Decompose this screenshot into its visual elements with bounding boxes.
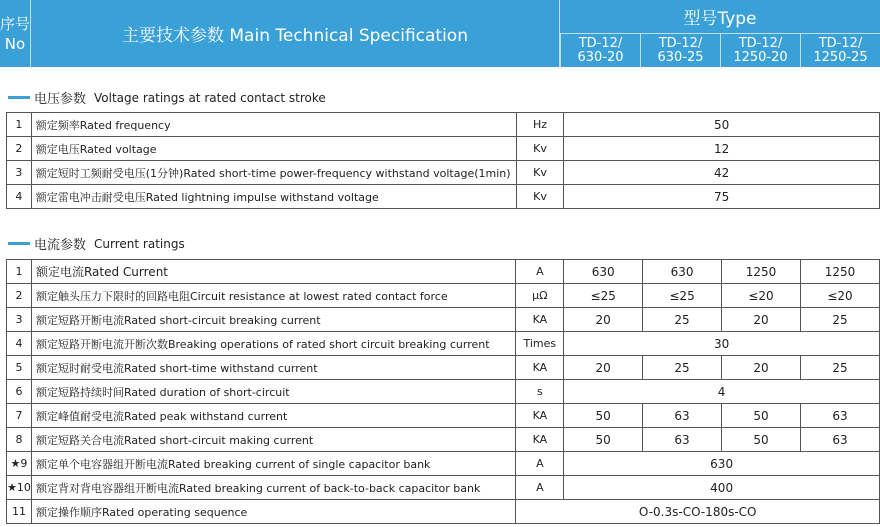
row-no: 11 bbox=[7, 500, 32, 524]
row-param: 额定短路关合电流Rated short-circuit making current bbox=[31, 428, 515, 452]
header-model-1 bbox=[560, 34, 640, 67]
row-value: 4 bbox=[564, 380, 880, 404]
table-row bbox=[7, 380, 880, 404]
table-row bbox=[7, 452, 880, 476]
row-unit: Times bbox=[516, 332, 564, 356]
row-param: 额定短时工频耐受电压(1分钟)Rated short-time power-frequency withstand voltage(1min) bbox=[31, 161, 516, 185]
row-value: 630 bbox=[564, 260, 643, 284]
row-no: 3 bbox=[7, 308, 32, 332]
table-row bbox=[7, 356, 880, 380]
row-unit: Kv bbox=[516, 185, 564, 209]
table-row bbox=[7, 113, 880, 137]
header-no-cell bbox=[0, 0, 31, 67]
row-param: 额定短路持续时间Rated duration of short-circuit bbox=[31, 380, 515, 404]
row-value: 30 bbox=[564, 332, 880, 356]
row-no: 8 bbox=[7, 428, 32, 452]
row-param: 额定背对背电容器组开断电流Rated breaking current of back-to-back capacitor bank bbox=[31, 476, 515, 500]
row-no: 3 bbox=[7, 161, 32, 185]
current-title-en: Current ratings bbox=[94, 236, 185, 251]
row-value: ≤25 bbox=[643, 284, 722, 308]
row-value: 75 bbox=[564, 185, 880, 209]
model-3-line2: 1250-20 bbox=[733, 49, 788, 65]
table-row bbox=[7, 404, 880, 428]
row-unit: μΩ bbox=[516, 284, 564, 308]
row-value: 25 bbox=[800, 356, 879, 380]
table-row bbox=[7, 137, 880, 161]
voltage-section-title bbox=[8, 88, 326, 107]
row-param: 额定单个电容器组开断电流Rated breaking current of single capacitor bank bbox=[31, 452, 515, 476]
row-value: 20 bbox=[721, 356, 800, 380]
model-1-line2: 630-20 bbox=[577, 49, 624, 65]
header-no-en: No bbox=[4, 34, 26, 53]
header-no-cn: 序号 bbox=[0, 14, 31, 33]
row-param: 额定短路开断电流开断次数Breaking operations of rated short circuit breaking current bbox=[31, 332, 515, 356]
row-no: 1 bbox=[7, 260, 32, 284]
row-value: 20 bbox=[564, 356, 643, 380]
model-2-line2: 630-25 bbox=[657, 49, 704, 65]
table-row bbox=[7, 260, 880, 284]
row-value: 42 bbox=[564, 161, 880, 185]
row-no: 4 bbox=[7, 332, 32, 356]
table-row bbox=[7, 428, 880, 452]
section-accent-bar bbox=[8, 242, 30, 245]
current-table bbox=[6, 259, 880, 524]
row-unit: KA bbox=[516, 404, 564, 428]
row-value: 63 bbox=[800, 428, 879, 452]
row-unit: A bbox=[516, 452, 564, 476]
row-no: 4 bbox=[7, 185, 32, 209]
row-no: 6 bbox=[7, 380, 32, 404]
row-no: 5 bbox=[7, 356, 32, 380]
row-unit: Kv bbox=[516, 161, 564, 185]
row-value: 400 bbox=[564, 476, 880, 500]
table-row bbox=[7, 161, 880, 185]
row-value: 20 bbox=[564, 308, 643, 332]
spec-table-header bbox=[0, 0, 880, 67]
row-value: ≤20 bbox=[721, 284, 800, 308]
row-param: 额定峰值耐受电流Rated peak withstand current bbox=[31, 404, 515, 428]
table-row bbox=[7, 500, 880, 524]
row-value: 50 bbox=[564, 428, 643, 452]
row-value: 12 bbox=[564, 137, 880, 161]
row-no: 7 bbox=[7, 404, 32, 428]
voltage-title-cn: 电压参数 bbox=[34, 92, 87, 107]
row-param: 额定触头压力下限时的回路电阻Circuit resistance at lowest rated contact force bbox=[31, 284, 515, 308]
row-param: 额定短路开断电流Rated short-circuit breaking current bbox=[31, 308, 515, 332]
model-4-line2: 1250-25 bbox=[813, 49, 868, 65]
table-row bbox=[7, 185, 880, 209]
model-2-line1: TD-12/ bbox=[658, 35, 703, 51]
table-row bbox=[7, 332, 880, 356]
row-value: 63 bbox=[800, 404, 879, 428]
row-param: 额定频率Rated frequency bbox=[31, 113, 516, 137]
model-4-line1: TD-12/ bbox=[818, 35, 863, 51]
row-value: 63 bbox=[643, 404, 722, 428]
model-3-line1: TD-12/ bbox=[738, 35, 783, 51]
voltage-table bbox=[6, 112, 880, 209]
row-value: 20 bbox=[721, 308, 800, 332]
row-unit: s bbox=[516, 380, 564, 404]
row-no: 2 bbox=[7, 284, 32, 308]
row-param: 额定电压Rated voltage bbox=[31, 137, 516, 161]
current-title-cn: 电流参数 bbox=[34, 238, 87, 253]
row-value: 25 bbox=[800, 308, 879, 332]
row-param: 额定短时耐受电流Rated short-time withstand current bbox=[31, 356, 515, 380]
row-unit: KA bbox=[516, 356, 564, 380]
section-accent-bar bbox=[8, 96, 30, 99]
row-value: 1250 bbox=[800, 260, 879, 284]
model-1-line1: TD-12/ bbox=[578, 35, 623, 51]
row-value: 63 bbox=[643, 428, 722, 452]
header-type-title: 型号Type bbox=[560, 0, 880, 34]
header-spec-title: 主要技术参数 Main Technical Specification bbox=[31, 0, 560, 67]
row-unit: A bbox=[516, 260, 564, 284]
row-no: ★9 bbox=[7, 452, 32, 476]
row-value: 50 bbox=[564, 404, 643, 428]
row-value: ≤25 bbox=[564, 284, 643, 308]
row-value: ≤20 bbox=[800, 284, 879, 308]
row-param: 额定电流Rated Current bbox=[31, 260, 515, 284]
row-param: 额定雷电冲击耐受电压Rated lightning impulse withstand voltage bbox=[31, 185, 516, 209]
row-unit: KA bbox=[516, 428, 564, 452]
row-value: 1250 bbox=[721, 260, 800, 284]
row-no: ★10 bbox=[7, 476, 32, 500]
row-param: 额定操作顺序Rated operating sequence bbox=[31, 500, 515, 524]
row-value: 50 bbox=[564, 113, 880, 137]
row-value: 630 bbox=[643, 260, 722, 284]
row-unit: Hz bbox=[516, 113, 564, 137]
row-value: 50 bbox=[721, 428, 800, 452]
voltage-title-en: Voltage ratings at rated contact stroke bbox=[94, 90, 326, 105]
row-unit: A bbox=[516, 476, 564, 500]
table-row bbox=[7, 476, 880, 500]
current-section-title bbox=[8, 234, 185, 253]
row-unit: KA bbox=[516, 308, 564, 332]
header-model-2 bbox=[640, 34, 720, 67]
row-value: 630 bbox=[564, 452, 880, 476]
row-value: 25 bbox=[643, 308, 722, 332]
header-model-4 bbox=[800, 34, 880, 67]
row-no: 2 bbox=[7, 137, 32, 161]
row-value: 25 bbox=[643, 356, 722, 380]
row-no: 1 bbox=[7, 113, 32, 137]
header-model-3 bbox=[720, 34, 800, 67]
row-value: 50 bbox=[721, 404, 800, 428]
row-unit: Kv bbox=[516, 137, 564, 161]
table-row bbox=[7, 308, 880, 332]
row-value: O-0.3s-CO-180s-CO bbox=[516, 500, 880, 524]
table-row bbox=[7, 284, 880, 308]
